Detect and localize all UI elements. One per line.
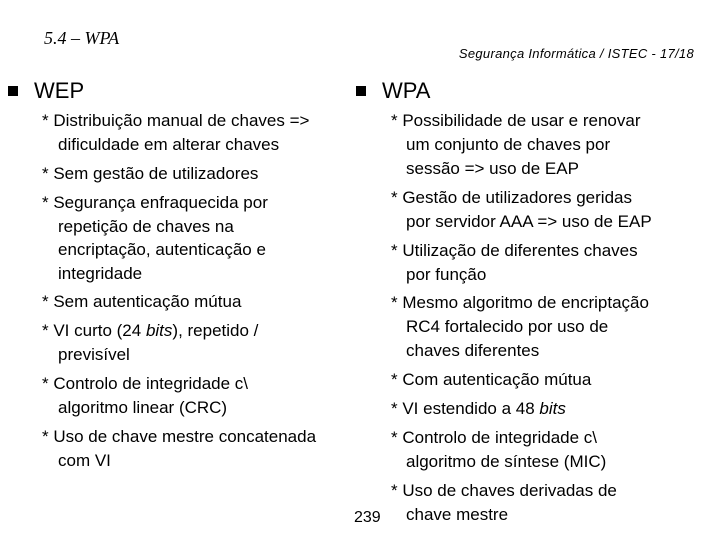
wpa-item: * Controlo de integridade c\ <box>391 428 598 447</box>
wpa-title: WPA <box>382 78 431 103</box>
square-bullet-icon <box>8 86 18 96</box>
wpa-item: * Utilização de diferentes chaves <box>391 241 638 260</box>
wpa-item: * Gestão de utilizadores geridas <box>391 188 632 207</box>
square-bullet-icon <box>356 86 366 96</box>
section-title: 5.4 – WPA <box>44 28 120 48</box>
wep-item <box>42 319 258 343</box>
wep-item: * Segurança enfraquecida por <box>42 193 268 212</box>
wep-item: repetição de chaves na <box>58 217 234 236</box>
wpa-item: sessão => uso de EAP <box>406 159 579 178</box>
wpa-item: por função <box>406 265 487 284</box>
wep-item: algoritmo linear (CRC) <box>58 398 228 417</box>
wpa-item: algoritmo de síntese (MIC) <box>406 452 607 471</box>
wpa-item: chave mestre <box>406 505 509 524</box>
wep-item: integridade <box>58 264 143 283</box>
wep-item: previsível <box>58 345 130 364</box>
wpa-item: * Com autenticação mútua <box>391 370 592 389</box>
wpa-item: * Uso de chaves derivadas de <box>391 481 617 500</box>
wpa-item-italic: bits <box>539 399 566 418</box>
wep-item: * Distribuição manual de chaves => <box>42 111 310 130</box>
wpa-item: chaves diferentes <box>406 341 540 360</box>
wpa-item: * Mesmo algoritmo de encriptação <box>391 293 649 312</box>
course-info: Segurança Informática / ISTEC - 17/18 <box>458 46 694 61</box>
wpa-item: um conjunto de chaves por <box>406 135 611 154</box>
wep-item: * Sem autenticação mútua <box>42 292 242 311</box>
wpa-item <box>391 397 566 421</box>
wep-item: * Sem gestão de utilizadores <box>42 164 259 183</box>
wpa-item: RC4 fortalecido por uso de <box>406 317 609 336</box>
wep-item-text: * VI curto (24 <box>42 321 146 340</box>
wep-item: * Uso de chave mestre concatenada <box>42 427 317 446</box>
wpa-item: por servidor AAA => uso de EAP <box>406 212 652 231</box>
wpa-item: * Possibilidade de usar e renovar <box>391 111 641 130</box>
wep-title: WEP <box>34 78 85 103</box>
wep-item-text: ), repetido / <box>172 321 259 340</box>
wep-item: dificuldade em alterar chaves <box>58 135 280 154</box>
wep-item: encriptação, autenticação e <box>58 240 266 259</box>
wep-item-italic: bits <box>145 321 173 340</box>
wpa-item-text: * VI estendido a 48 <box>391 399 540 418</box>
page-number: 239 <box>354 509 381 526</box>
wep-item: * Controlo de integridade c\ <box>42 374 249 393</box>
wep-item: com VI <box>58 451 111 470</box>
